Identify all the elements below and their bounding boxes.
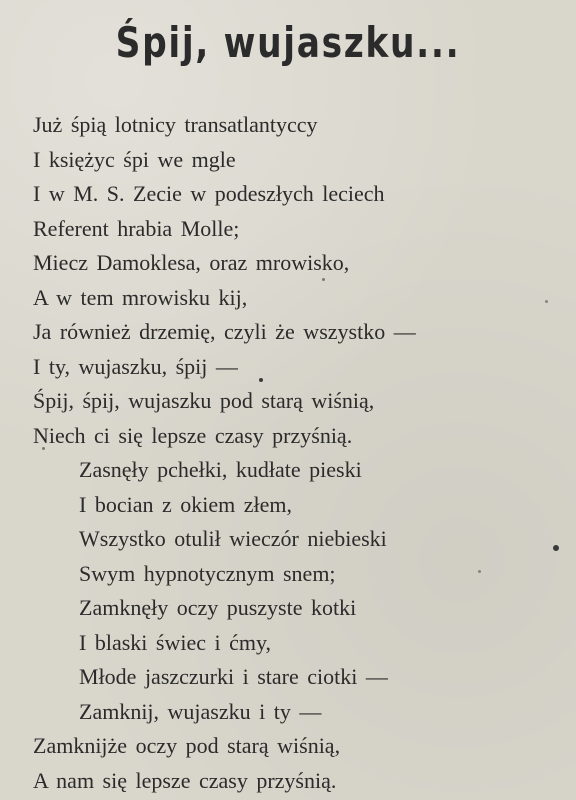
ink-speck (42, 447, 45, 450)
poem-line: I blaski świec i ćmy, (79, 629, 272, 655)
poem-line: I bocian z okiem złem, (79, 491, 292, 517)
poem-line: Już śpią lotnicy transatlantyccy (33, 112, 318, 137)
poem-line: Niech ci się lepsze czasy przyśnią. (33, 422, 353, 448)
poem-line: I w M. S. Zecie w podeszłych leciech (33, 181, 385, 206)
poem-line: Zamknijże oczy pod starą wiśnią, (33, 733, 341, 758)
poem-line: A nam się lepsze czasy przyśnią. (33, 767, 337, 793)
poem-line: I księżyc śpi we mgle (33, 146, 236, 172)
ink-speck (553, 545, 559, 551)
ink-speck (478, 570, 481, 573)
poem-line: Wszystko otulił wieczór niebieski (79, 526, 387, 551)
poem-line: Miecz Damoklesa, oraz mrowisko, (33, 250, 350, 275)
ink-speck (545, 300, 548, 303)
poem-title: Śpij, wujaszku... (115, 18, 461, 67)
poem-line: Zamknij, wujaszku i ty — (79, 698, 322, 724)
poem-body (0, 108, 576, 798)
ink-speck (259, 378, 263, 382)
ink-speck (322, 278, 325, 281)
poem-line: Śpij, śpij, wujaszku pod starą wiśnią, (33, 388, 375, 413)
poem-line: Młode jaszczurki i stare ciotki — (79, 664, 388, 689)
poem-line: A w tem mrowisku kij, (33, 284, 248, 310)
poem-line: I ty, wujaszku, śpij — (33, 353, 238, 379)
poem-line: Zasnęły pchełki, kudłate pieski (79, 457, 362, 482)
poem-line: Referent hrabia Molle; (33, 215, 240, 241)
poem-line: Zamknęły oczy puszyste kotki (79, 595, 357, 620)
poem-line: Swym hypnotycznym snem; (79, 560, 336, 586)
poem-line: Ja również drzemię, czyli że wszystko — (33, 319, 416, 344)
